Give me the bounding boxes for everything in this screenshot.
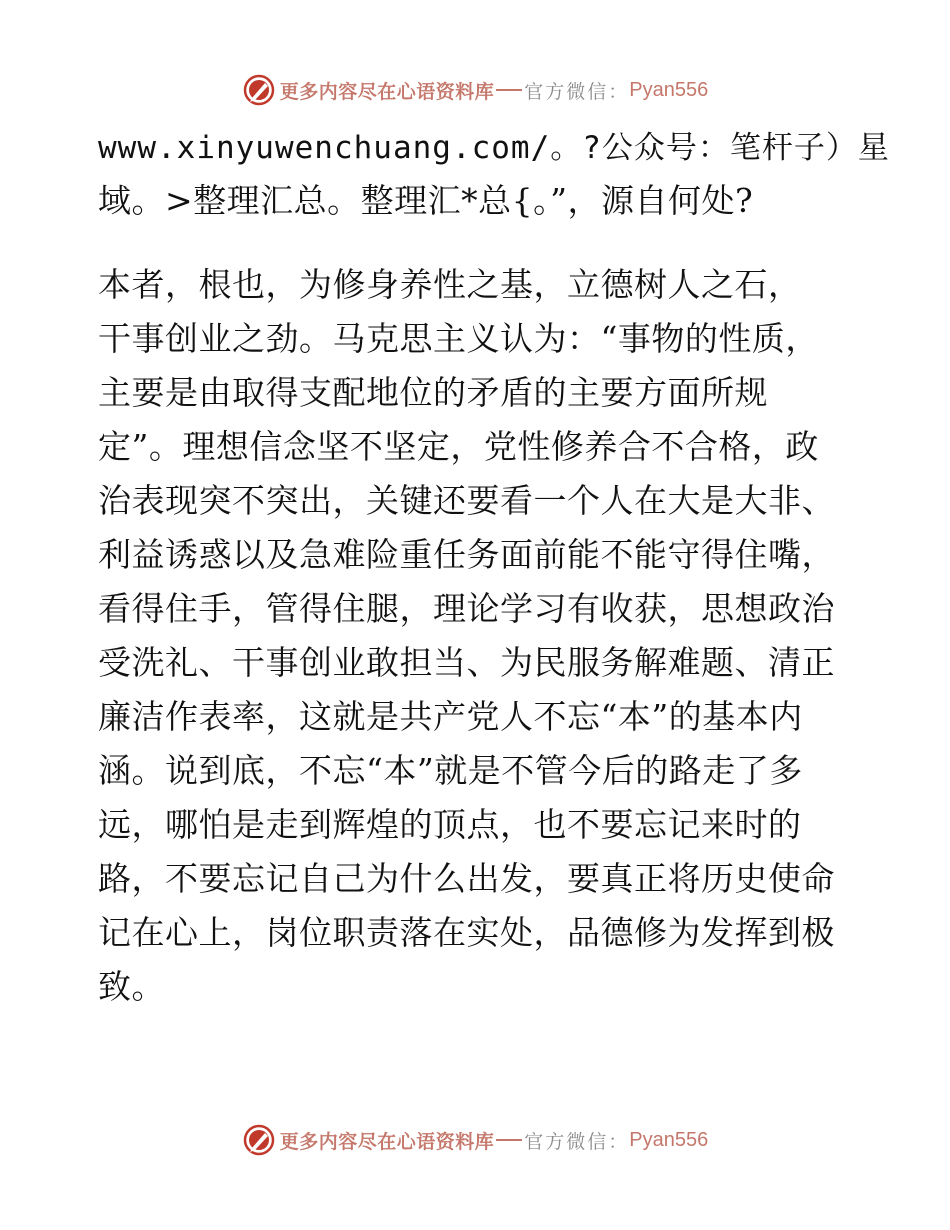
intro-line: 域。>整理汇总。整理汇*总{。”，源自何处? (98, 181, 754, 220)
body-line: 利益诱惑以及急难险重任务面前能不能守得住嘴， (98, 535, 835, 574)
banner-subtitle: 官方微信： (524, 1130, 630, 1153)
body-line: 路，不要忘记自己为什么出发，要真正将历史使命 (98, 859, 835, 898)
body-line: 受洗礼、干事创业敢担当、为民服务解难题、清正 (98, 643, 835, 682)
body-line: 远，哪怕是走到辉煌的顶点，也不要忘记来时的 (98, 805, 802, 844)
banner-dash (496, 1139, 522, 1141)
pen-logo-icon (242, 73, 276, 107)
pen-logo-icon (242, 1123, 276, 1157)
body-line: 涵。说到底，不忘“本”就是不管今后的路走了多 (98, 751, 803, 790)
body-line: 干事创业之劲。马克思主义认为：“事物的性质， (98, 319, 819, 358)
body-paragraph (98, 258, 858, 1014)
body-line: 廉洁作表率，这就是共产党人不忘“本”的基本内 (98, 697, 803, 736)
footer-watermark-banner (0, 1120, 950, 1160)
banner-wechat-id: Pyan556 (629, 78, 709, 101)
intro-paragraph (98, 120, 890, 228)
banner-title: 更多内容尽在心语资料库 (279, 80, 495, 103)
body-line: 记在心上，岗位职责落在实处，品德修为发挥到极 (98, 913, 835, 952)
body-line: 治表现突不突出，关键还要看一个人在大是大非、 (98, 481, 835, 520)
body-line: 看得住手，管得住腿，理论学习有收获，思想政治 (98, 589, 835, 628)
intro-line: www.xinyuwenchuang.com/。?公众号：笔杆子）星 (98, 130, 890, 166)
banner-title: 更多内容尽在心语资料库 (279, 1130, 495, 1153)
banner-subtitle: 官方微信： (524, 80, 630, 103)
header-watermark-banner (0, 70, 950, 110)
body-line: 致。 (98, 967, 165, 1006)
body-line: 本者，根也，为修身养性之基，立德树人之石， (98, 265, 802, 304)
body-line: 定”。理想信念坚不坚定，党性修养合不合格，政 (98, 427, 819, 466)
banner-dash (496, 89, 522, 91)
body-line: 主要是由取得支配地位的矛盾的主要方面所规 (98, 373, 768, 412)
banner-wechat-id: Pyan556 (629, 1128, 709, 1151)
